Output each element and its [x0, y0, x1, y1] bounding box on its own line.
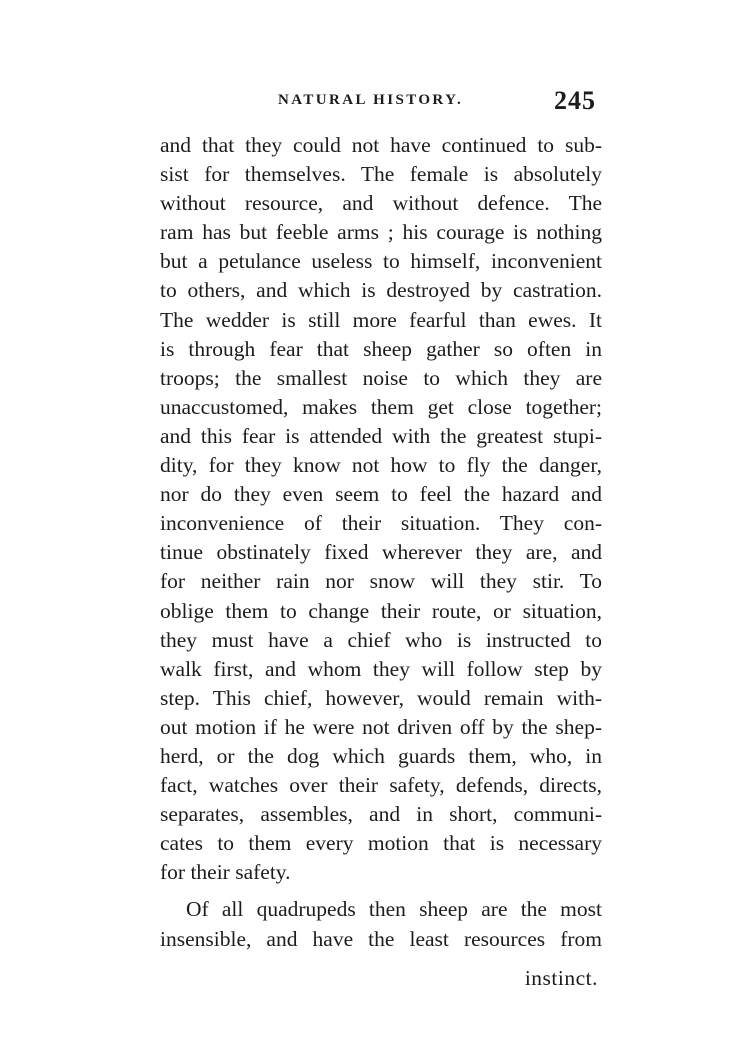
text-line: tinue obstinately fixed wherever they are, and	[160, 540, 602, 565]
paragraph-gap	[160, 887, 602, 895]
text-line: ram has but feeble arms ; his courage is nothing	[160, 220, 602, 245]
text-line: oblige them to change their route, or situation,	[160, 598, 602, 623]
catchword: instinct.	[524, 966, 598, 990]
text-line: and that they could not have continued to sub-	[160, 133, 602, 157]
text-line: herd, or the dog which guards them, who, in	[160, 743, 602, 768]
text-line: insensible, and have the least resources from	[160, 926, 602, 951]
text-line: walk first, and whom they will follow step by	[160, 656, 602, 681]
text-line: troops; the smallest noise to which they are	[160, 365, 602, 390]
text-line: and this fear is attended with the greatest stupi-	[160, 423, 602, 448]
paragraph	[160, 895, 602, 953]
text-line: for neither rain nor snow will they stir. To	[160, 569, 602, 594]
text-line: The wedder is still more fearful than ewes. It	[160, 307, 602, 332]
text-line: for their safety.	[160, 860, 291, 885]
text-line: Of all quadrupeds then sheep are the most	[186, 897, 602, 922]
text-line: out motion if he were not driven off by the shep-	[160, 714, 602, 739]
text-line: dity, for they know not how to fly the danger,	[160, 453, 602, 478]
running-head	[160, 86, 600, 120]
text-line: sist for themselves. The female is absolutely	[160, 162, 602, 187]
text-line: nor do they even seem to feel the hazard and	[160, 482, 602, 507]
body-text	[160, 131, 602, 954]
text-line: cates to them every motion that is necessary	[160, 831, 602, 856]
paragraph	[160, 131, 602, 887]
text-line: step. This chief, however, would remain with-	[160, 685, 602, 710]
text-line: inconvenience of their situation. They con-	[160, 511, 602, 536]
running-title: NATURAL HISTORY.	[278, 92, 464, 108]
text-line: but a petulance useless to himself, inconvenient	[160, 249, 602, 274]
text-line: without resource, and without defence. The	[160, 191, 602, 216]
text-line: separates, assembles, and in short, communi-	[160, 802, 602, 827]
text-line: is through fear that sheep gather so often in	[160, 336, 602, 361]
text-line: to others, and which is destroyed by castration.	[160, 278, 602, 303]
text-line: fact, watches over their safety, defends, directs,	[160, 773, 602, 798]
text-line: they must have a chief who is instructed to	[160, 627, 602, 652]
page-number: 245	[554, 86, 596, 115]
text-line: unaccustomed, makes them get close together;	[160, 394, 602, 419]
